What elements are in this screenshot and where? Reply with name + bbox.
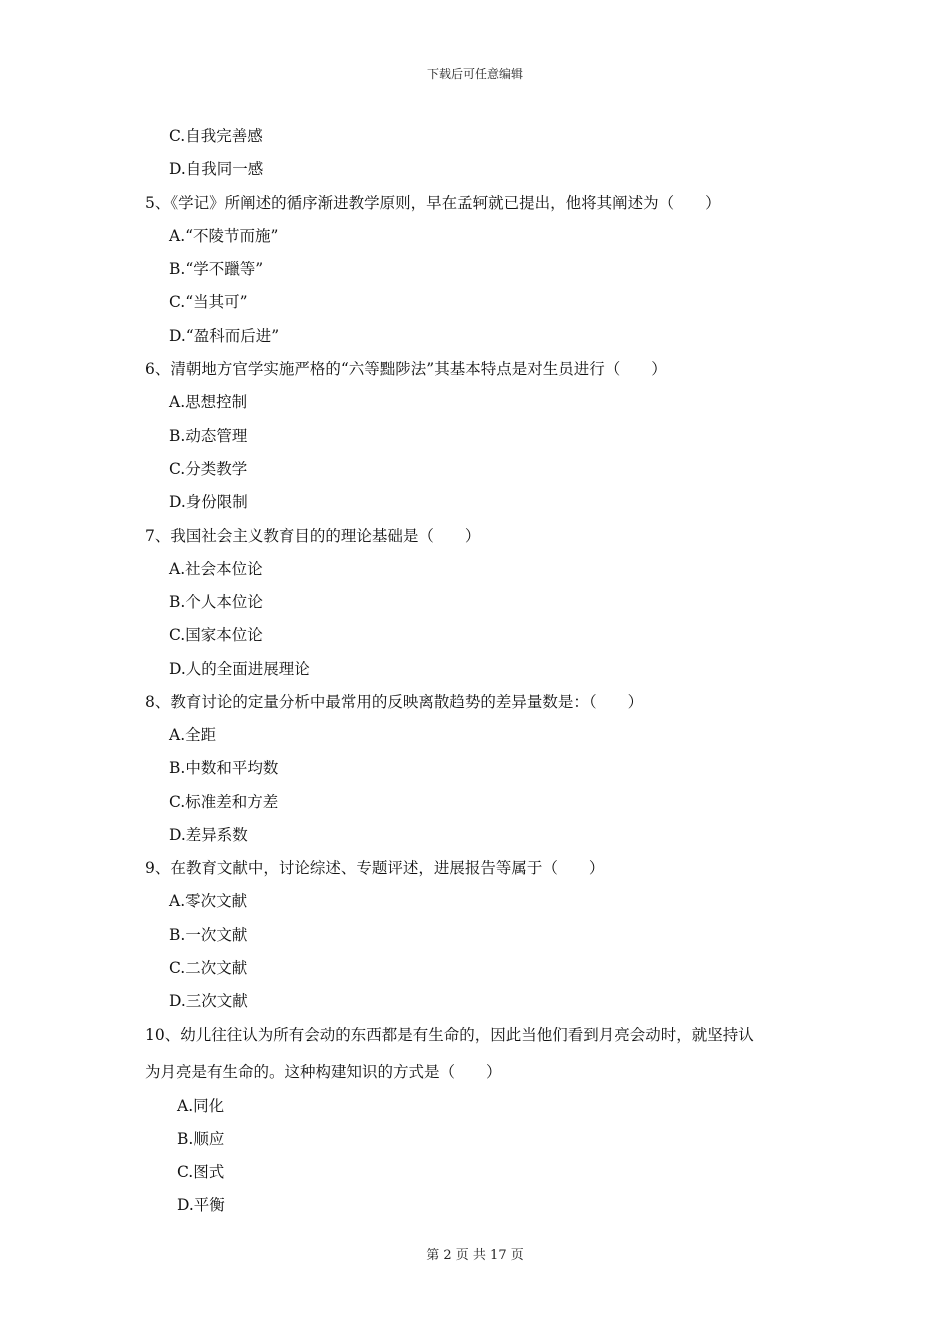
page-footer: 第 2 页 共 17 页 [426,1248,524,1263]
question-8-option-c: C.标准差和方差 [169,793,279,811]
question-9-option-c: C.二次文献 [169,959,248,977]
question-4-option-c: C.自我完善感 [169,127,263,145]
question-6-option-a: A.思想控制 [169,393,248,411]
page-header: 下载后可任意编辑 [426,67,523,81]
question-9-option-d: D.三次文献 [169,992,248,1010]
question-8-option-d: D.差异系数 [169,826,248,844]
question-5-option-b: B.“学不躐等” [169,260,264,278]
question-7-option-b: B.个人本位论 [169,593,263,611]
question-7-option-c: C.国家本位论 [169,626,263,644]
question-7-option-d: D.人的全面进展理论 [169,660,310,678]
question-6-stem: 6、清朝地方官学实施严格的“六等黜陟法”其基本特点是对生员进行（ ） [145,360,667,378]
question-5-option-d: D.“盈科而后进” [169,327,280,345]
question-9-option-b: B.一次文献 [169,926,248,944]
question-9-option-a: A.零次文献 [169,892,248,910]
question-7-option-a: A.社会本位论 [169,560,263,578]
question-8-option-a: A.全距 [169,726,217,744]
question-6-option-b: B.动态管理 [169,427,248,445]
question-4-option-d: D.自我同一感 [169,160,264,178]
question-5-stem: 5、《学记》所阐述的循序渐进教学原则，早在孟轲就已提出，他将其阐述为（ ） [145,194,721,212]
question-5-option-c: C.“当其可” [169,293,248,311]
question-9-stem: 9、在教育文献中，讨论综述、专题评述，进展报告等属于（ ） [145,859,605,877]
question-10-option-a: A.同化 [177,1097,225,1115]
question-6-option-c: C.分类教学 [169,460,248,478]
question-6-option-d: D.身份限制 [169,493,248,511]
question-10-stem-line-2: 为月亮是有生命的。这种构建知识的方式是（ ） [145,1063,502,1081]
question-10-option-d: D.平衡 [177,1196,225,1214]
question-10-stem-line-1: 10、幼儿往往认为所有会动的东西都是有生命的，因此当他们看到月亮会动时，就坚持认 [145,1026,754,1044]
question-8-stem: 8、教育讨论的定量分析中最常用的反映离散趋势的差异量数是：（ ） [145,693,644,711]
question-8-option-b: B.中数和平均数 [169,759,279,777]
question-7-stem: 7、我国社会主义教育目的的理论基础是（ ） [145,527,481,545]
question-10-option-c: C.图式 [177,1163,225,1181]
question-5-option-a: A.“不陵节而施” [169,227,279,245]
question-10-option-b: B.顺应 [177,1130,225,1148]
